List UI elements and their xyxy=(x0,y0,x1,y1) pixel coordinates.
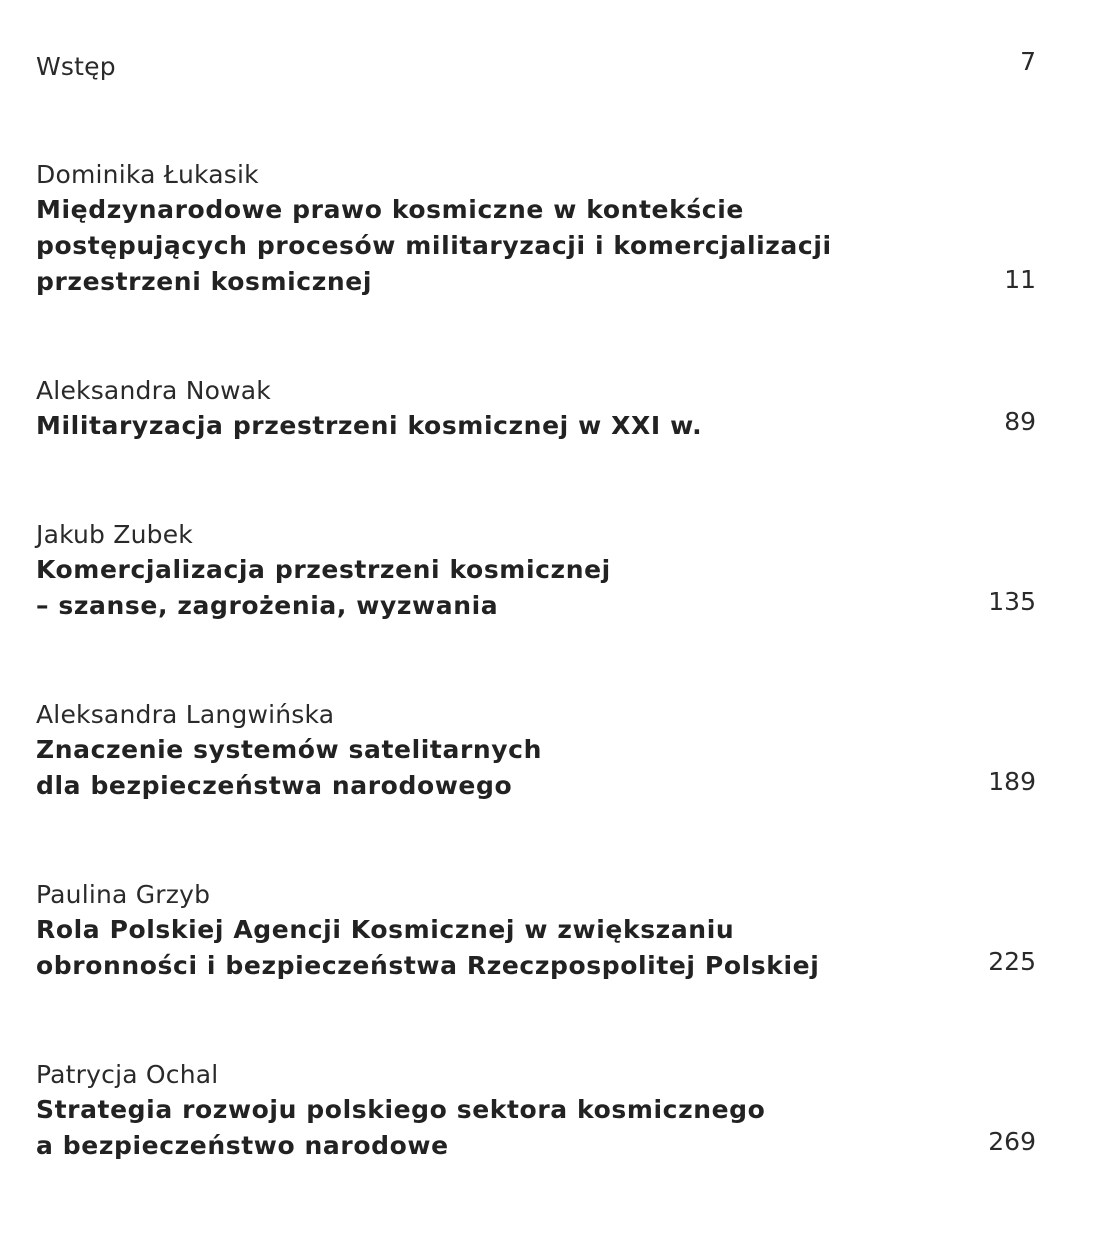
entry-author: Patrycja Ochal xyxy=(36,1060,219,1089)
entry-author: Dominika Łukasik xyxy=(36,160,259,189)
toc-entry xyxy=(36,374,1036,444)
entry-title-line: Międzynarodowe prawo kosmiczne w kontekście xyxy=(36,195,744,224)
entry-page-number: 89 xyxy=(1004,407,1036,436)
entry-page-number: 269 xyxy=(988,1127,1036,1156)
entry-author: Paulina Grzyb xyxy=(36,880,211,909)
entry-title-line: postępujących procesów militaryzacji i komercjalizacji xyxy=(36,231,832,260)
entry-title-line: obronności i bezpieczeństwa Rzeczpospolitej Polskiej xyxy=(36,951,820,980)
toc-entry xyxy=(36,698,1036,804)
toc-entry xyxy=(36,878,1036,984)
entry-title-line: Komercjalizacja przestrzeni kosmicznej xyxy=(36,555,611,584)
entry-page-number: 189 xyxy=(988,767,1036,796)
entry-page-number: 11 xyxy=(1004,265,1036,294)
entry-page-number: 135 xyxy=(988,587,1036,616)
entry-title-line: Znaczenie systemów satelitarnych xyxy=(36,735,542,764)
entry-title-line: Militaryzacja przestrzeni kosmicznej w XXI w. xyxy=(36,411,703,440)
entry-title-line: Strategia rozwoju polskiego sektora kosmicznego xyxy=(36,1095,766,1124)
entry-page-number: 225 xyxy=(988,947,1036,976)
entry-title-line: – szanse, zagrożenia, wyzwania xyxy=(36,591,499,620)
entry-title-line: a bezpieczeństwo narodowe xyxy=(36,1131,449,1160)
entry-title-line: Rola Polskiej Agencji Kosmicznej w zwiększaniu xyxy=(36,915,735,944)
entry-author: Aleksandra Langwińska xyxy=(36,700,335,729)
intro-label: Wstęp xyxy=(36,52,116,81)
entry-author: Aleksandra Nowak xyxy=(36,376,271,405)
toc-entry xyxy=(36,1058,1036,1164)
entry-title-line: dla bezpieczeństwa narodowego xyxy=(36,771,513,800)
entry-title-line: przestrzeni kosmicznej xyxy=(36,267,372,296)
toc-entry xyxy=(36,518,1036,624)
entry-author: Jakub Zubek xyxy=(36,520,193,549)
intro-page-number: 7 xyxy=(1020,47,1036,76)
toc-intro xyxy=(36,47,1036,84)
toc-entry xyxy=(36,158,1036,300)
